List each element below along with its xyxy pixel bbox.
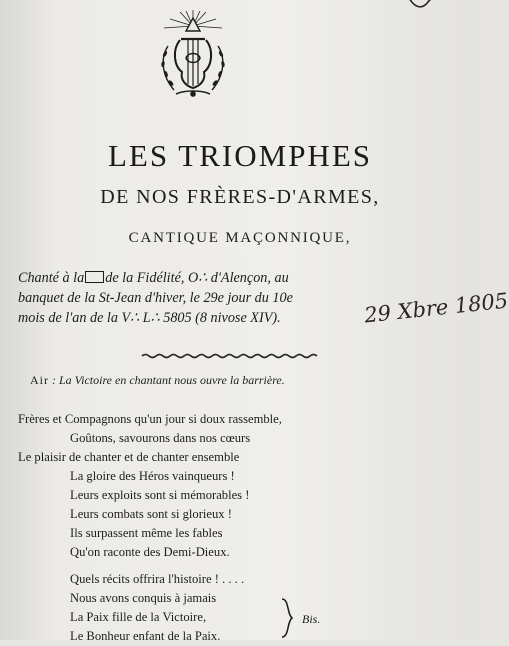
subtitle-line-1a: Chanté à la [18,270,85,286]
title-line-3: CANTIQUE MAÇONNIQUE, [128,230,352,246]
repeat-brace-icon [280,598,296,638]
verse-line: Goûtons, savourons dans nos cœurs [70,431,251,445]
title-line-1: LES TRIOMPHES [108,138,372,173]
ornamental-divider [142,353,320,359]
verse-line: Leurs exploits sont si mémorables ! [70,488,250,502]
air-tune: : La Victoire en chantant nous ouvre la barrière. [52,373,285,387]
verse-line: Le Bonheur enfant de la Paix. [70,629,221,643]
verse-line: Leurs combats sont si glorieux ! [70,507,232,521]
tune-indication [30,373,285,388]
verse-line: Le plaisir de chanter et de chanter ensemble [18,450,240,464]
repeat-mark: Bis. [302,612,321,626]
subtitle-line-1 [18,268,368,288]
verse-line: La gloire des Héros vainqueurs ! [70,469,235,483]
lodge-symbol-icon [85,271,104,283]
verse-line: Nous avons conquis à jamais [70,591,217,605]
verse-line: La Paix fille de la Victoire, [70,610,207,624]
subtitle-block [18,268,368,328]
lyre-emblem-icon [150,6,236,102]
title-line-2: DE NOS FRÈRES-D'ARMES, [100,186,380,208]
verse-line: Frères et Compagnons qu'un jour si doux rassemble, [18,412,282,426]
subtitle-line-3: mois de l'an de la V∴ L∴ 5805 (8 nivose XIV). [18,310,281,326]
verse-line: Quels récits offrira l'histoire ! . . . . [70,572,245,586]
subtitle-line-2: banquet de la St-Jean d'hiver, le 29e jour du 10e [18,290,293,306]
verse-line: Qu'on raconte des Demi-Dieux. [70,545,230,559]
handwritten-date: 29 Xbre 1805 [363,288,509,328]
handwritten-corner-mark-icon [404,0,444,14]
subtitle-line-1b: de la Fidélité, O∴ d'Alençon, au [105,270,289,286]
air-label: Air [30,373,49,387]
verse-line: Ils surpassent même les fables [70,526,223,540]
